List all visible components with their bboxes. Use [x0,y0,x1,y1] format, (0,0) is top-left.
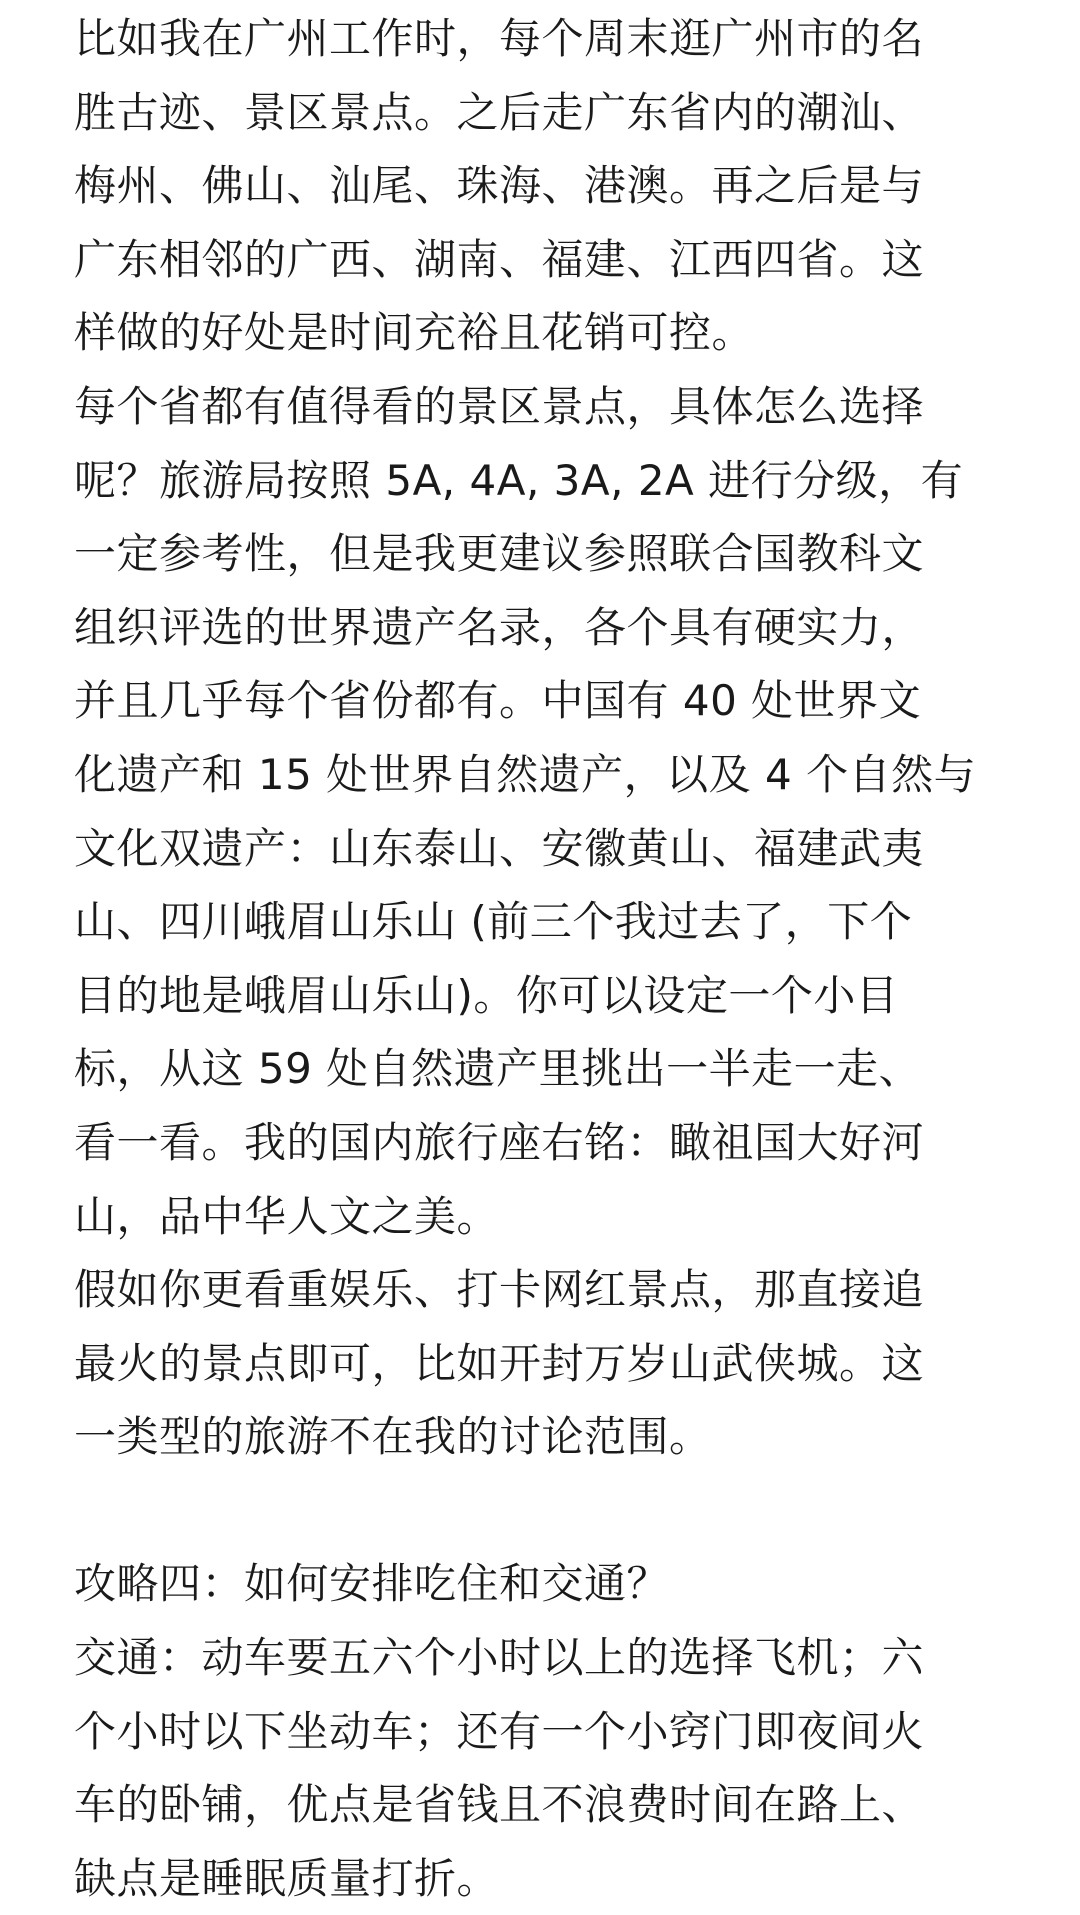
text-line: 标，从这 59 处自然遗产里挑出一半走一走、 [74,1044,922,1094]
text-line: 缺点是睡眠质量打折。 [74,1853,500,1903]
text-line: 目的地是峨眉山乐山)。你可以设定一个小目 [74,970,899,1020]
paragraph-gap [74,1474,1006,1548]
text-line: 比如我在广州工作时，每个周末逛广州市的名 [74,14,925,63]
text-line: 一定参考性，但是我更建议参照联合国教科文 [74,529,925,579]
section-heading: 攻略四：如何安排吃住和交通？ [74,1559,670,1609]
text-line: 车的卧铺，优点是省钱且不浪费时间在路上、 [74,1780,925,1830]
text-line: 组织评选的世界遗产名录，各个具有硬实力， [74,602,925,652]
text-line: 文化双遗产：山东泰山、安徽黄山、福建武夷 [74,823,925,873]
text-line: 山，品中华人文之美。 [74,1191,500,1241]
text-line: 看一看。我的国内旅行座右铭：瞰祖国大好河 [74,1117,925,1167]
text-line: 一类型的旅游不在我的讨论范围。 [74,1412,712,1462]
text-line: 广东相邻的广西、湖南、福建、江西四省。这 [74,234,925,284]
text-line: 最火的景点即可，比如开封万岁山武侠城。这 [74,1338,925,1388]
text-line: 并且几乎每个省份都有。中国有 40 处世界文 [74,676,922,726]
text-line: 山、四川峨眉山乐山 (前三个我过去了，下个 [74,897,913,947]
text-line: 假如你更看重娱乐、打卡网红景点，那直接追 [74,1265,925,1315]
text-line: 每个省都有值得看的景区景点，具体怎么选择 [74,381,925,431]
text-line: 样做的好处是时间充裕且花销可控。 [74,308,755,358]
text-line: 呢？旅游局按照 5A, 4A, 3A, 2A 进行分级，有 [74,455,964,505]
text-line: 交通：动车要五六个小时以上的选择飞机；六 [74,1633,925,1683]
text-line: 化遗产和 15 处世界自然遗产，以及 4 个自然与 [74,749,977,799]
text-line: 梅州、佛山、汕尾、珠海、港澳。再之后是与 [74,161,925,211]
text-line: 个小时以下坐动车；还有一个小窍门即夜间火 [74,1706,925,1756]
text-line: 胜古迹、景区景点。之后走广东省内的潮汕、 [74,87,925,137]
